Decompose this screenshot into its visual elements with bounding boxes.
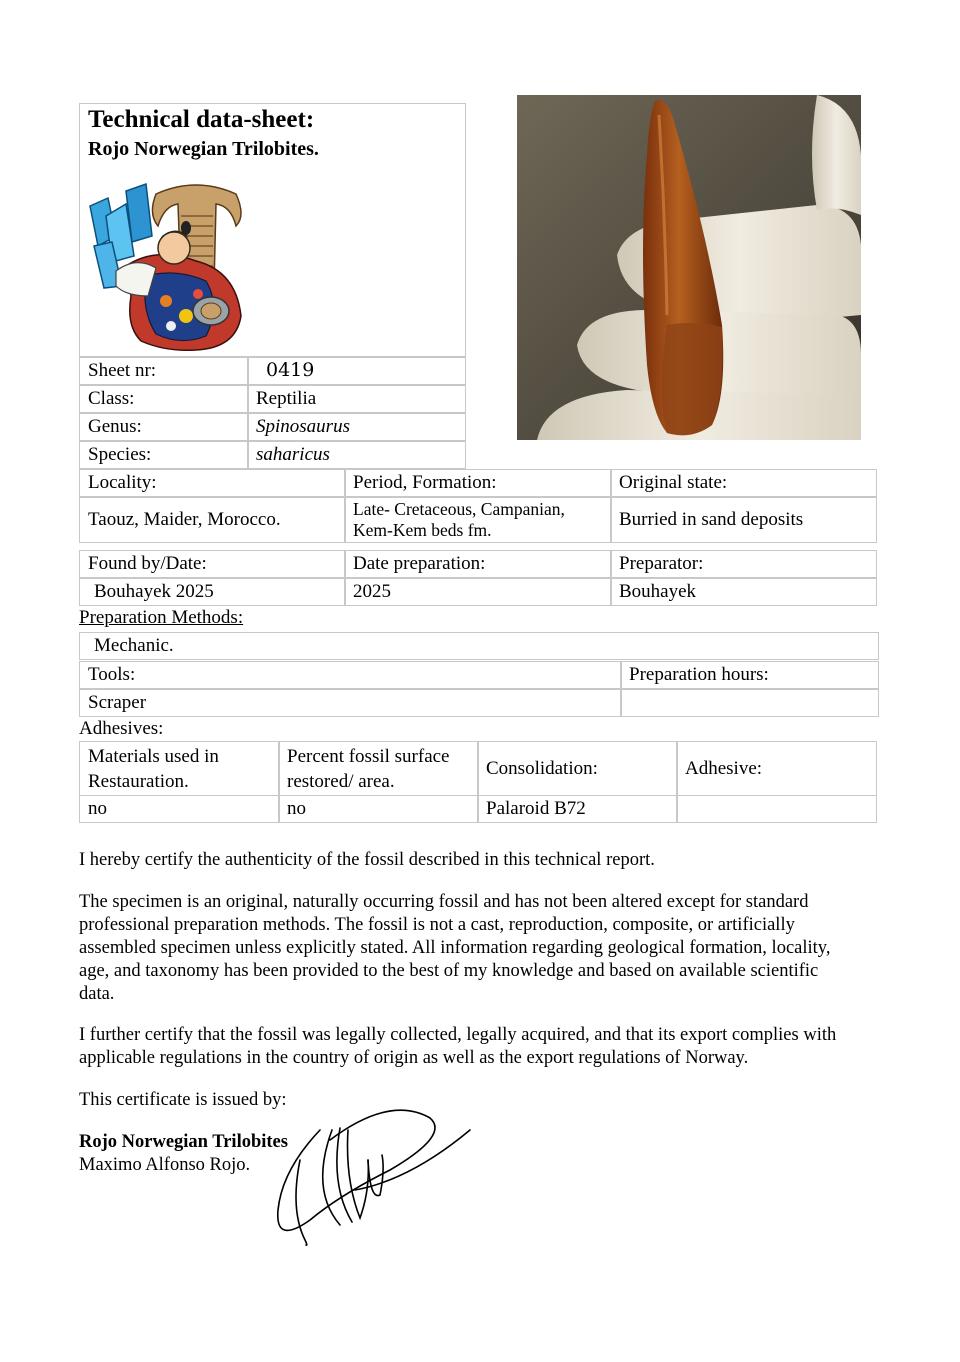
consolidation-label: Consolidation: (477, 741, 678, 796)
adhesive-label: Adhesive: (676, 741, 877, 796)
spinosaurus-tooth-photo-icon (517, 95, 861, 440)
date-preparation-label: Date preparation: (344, 550, 612, 578)
materials-label-line2: Restauration. (88, 770, 189, 792)
preparator-value: Bouhayek (610, 578, 877, 606)
class-label: Class: (79, 385, 249, 413)
genus-value: Spinosaurus (247, 413, 466, 441)
certify-paragraph-1: I hereby certify the authenticity of the fossil described in this technical report. (79, 850, 655, 870)
percent-restored-value: no (278, 795, 479, 823)
p2-line1: The specimen is an original, naturally occurring fossil and has not been altered except for standard (79, 892, 809, 912)
signature-icon (270, 1100, 480, 1250)
p3-line2: applicable regulations in the country of origin as well as the export regulations of Norway. (79, 1048, 749, 1068)
p2-line4: age, and taxonomy has been provided to the best of my knowledge and based on available scientific (79, 961, 819, 981)
materials-value: no (79, 795, 280, 823)
preparation-hours-value (620, 689, 879, 717)
tools-value: Scraper (79, 689, 622, 717)
locality-label: Locality: (79, 469, 346, 497)
preparator-label: Preparator: (610, 550, 877, 578)
materials-label-line1: Materials used in (88, 745, 219, 767)
certify-paragraph-3 (79, 1024, 889, 1070)
locality-value: Taouz, Maider, Morocco. (79, 497, 346, 543)
samurai-trilobite-logo-icon (86, 176, 246, 352)
found-by-value: Bouhayek 2025 (79, 578, 346, 606)
p2-line3: assembled specimen unless explicitly stated. All information regarding geological formation, locality, (79, 938, 831, 958)
page-title: Technical data-sheet: (88, 106, 315, 133)
original-state-value: Burried in sand deposits (610, 497, 877, 543)
issuer-person: Maximo Alfonso Rojo. (79, 1155, 251, 1175)
found-by-label: Found by/Date: (79, 550, 346, 578)
species-value: saharicus (247, 441, 466, 469)
period-value-line1: Late- Cretaceous, Campanian, (353, 499, 565, 519)
tools-label: Tools: (79, 661, 622, 689)
issuer-company: Rojo Norwegian Trilobites (79, 1132, 288, 1152)
genus-label: Genus: (79, 413, 249, 441)
preparation-methods-heading: Preparation Methods: (79, 607, 244, 628)
percent-restored-label-line1: Percent fossil surface (287, 745, 450, 767)
preparation-hours-label: Preparation hours: (620, 661, 879, 689)
period-value-line2: Kem-Kem beds fm. (353, 520, 492, 540)
p3-line1: I further certify that the fossil was legally collected, legally acquired, and that its export complies with (79, 1025, 837, 1045)
adhesives-heading: Adhesives: (79, 718, 164, 739)
class-value: Reptilia (247, 385, 466, 413)
p2-line2: professional preparation methods. The fossil is not a cast, reproduction, composite, or artificially (79, 915, 795, 935)
page-subtitle: Rojo Norwegian Trilobites. (88, 138, 319, 160)
materials-label (79, 741, 280, 796)
certify-paragraph-2 (79, 891, 889, 1006)
preparation-methods-value: Mechanic. (79, 632, 879, 660)
period-label: Period, Formation: (344, 469, 612, 497)
date-preparation-value: 2025 (344, 578, 612, 606)
sheet-nr-value: 0419 (247, 357, 466, 385)
original-state-label: Original state: (610, 469, 877, 497)
adhesive-value (676, 795, 877, 823)
percent-restored-label-line2: restored/ area. (287, 770, 395, 792)
species-label: Species: (79, 441, 249, 469)
issued-by-text: This certificate is issued by: (79, 1090, 287, 1110)
p2-line5: data. (79, 984, 115, 1004)
percent-restored-label (278, 741, 479, 796)
sheet-nr-label: Sheet nr: (79, 357, 249, 385)
consolidation-value: Palaroid B72 (477, 795, 678, 823)
period-value (344, 497, 612, 543)
